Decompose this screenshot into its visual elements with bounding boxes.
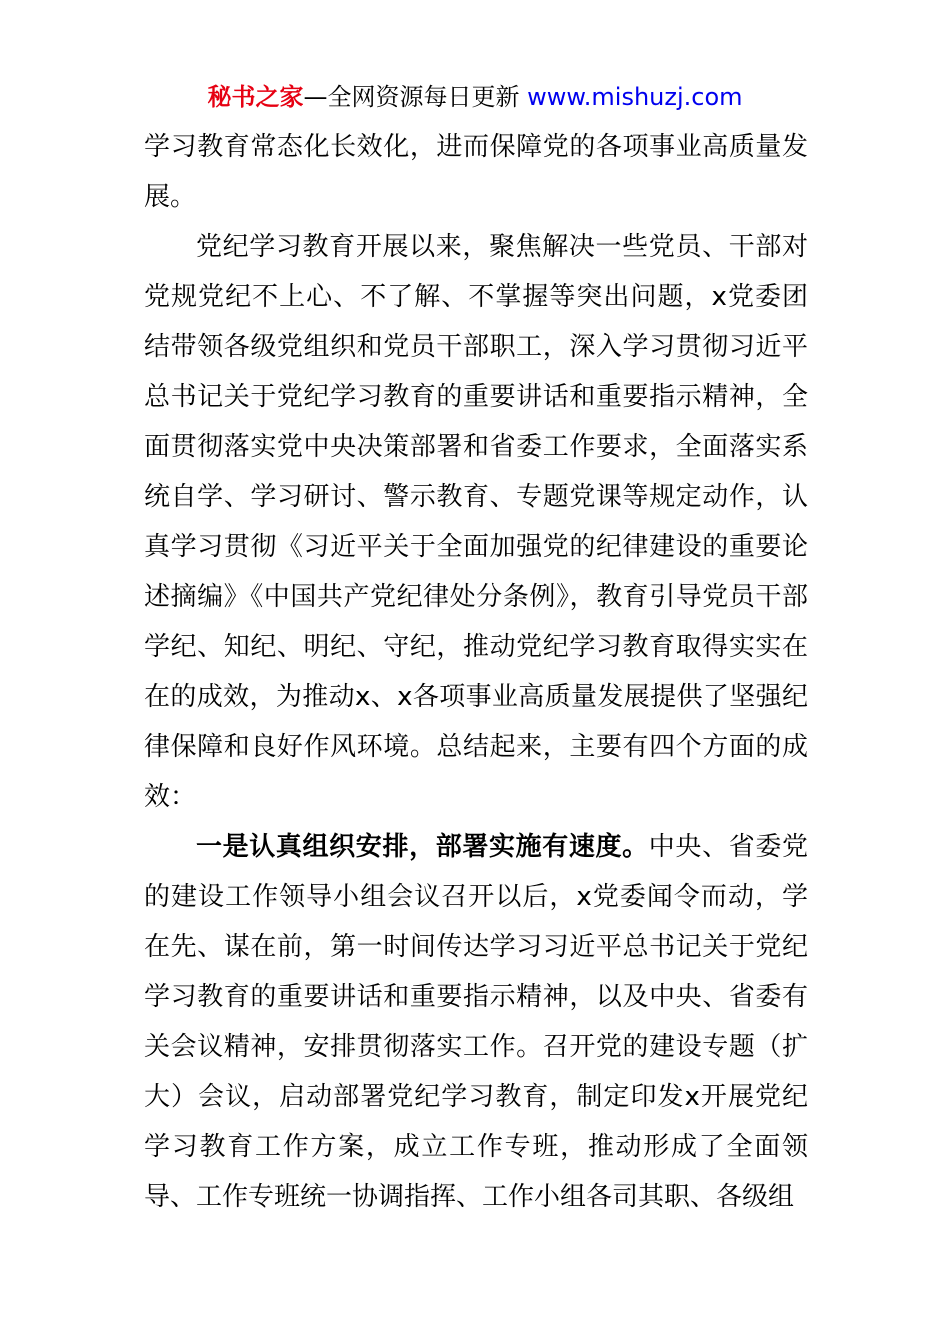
paragraph-continued: 学习教育常态化长效化，进而保障党的各项事业高质量发展。: [144, 132, 808, 212]
document-body: [144, 122, 808, 1222]
point-one-heading: 一是认真组织安排，部署实施有速度。: [196, 832, 649, 862]
paragraph-point-one: [144, 822, 808, 1222]
site-brand: 秘书之家: [207, 83, 304, 111]
site-url-link[interactable]: www.mishuzj.com: [527, 83, 743, 111]
site-tagline: —全网资源每日更新: [303, 83, 528, 111]
site-header: [0, 82, 950, 112]
point-one-body: 中央、省委党的建设工作领导小组会议召开以后，x党委闻令而动，学在先、谋在前，第一时间传达学习习近平总书记关于党纪学习教育的重要讲话和重要指示精神，以及中央、省委有关会议精神，安排贯彻落实工作。召开党的建设专题（扩大）会议，启动部署党纪学习教育，制定印发x开展党纪学习教育工作方案，成立工作专班，推动形成了全面领导、工作专班统一协调指挥、工作小组各司其职、各级组: [144, 832, 808, 1212]
paragraph-summary: 党纪学习教育开展以来，聚焦解决一些党员、干部对党规党纪不上心、不了解、不掌握等突出问题，x党委团结带领各级党组织和党员干部职工，深入学习贯彻习近平总书记关于党纪学习教育的重要讲话和重要指示精神，全面贯彻落实党中央决策部署和省委工作要求，全面落实系统自学、学习研讨、警示教育、专题党课等规定动作，认真学习贯彻《习近平关于全面加强党的纪律建设的重要论述摘编》《中国共产党纪律处分条例》，教育引导党员干部学纪、知纪、明纪、守纪，推动党纪学习教育取得实实在在的成效，为推动x、x各项事业高质量发展提供了坚强纪律保障和良好作风环境。总结起来，主要有四个方面的成效：: [144, 232, 808, 812]
